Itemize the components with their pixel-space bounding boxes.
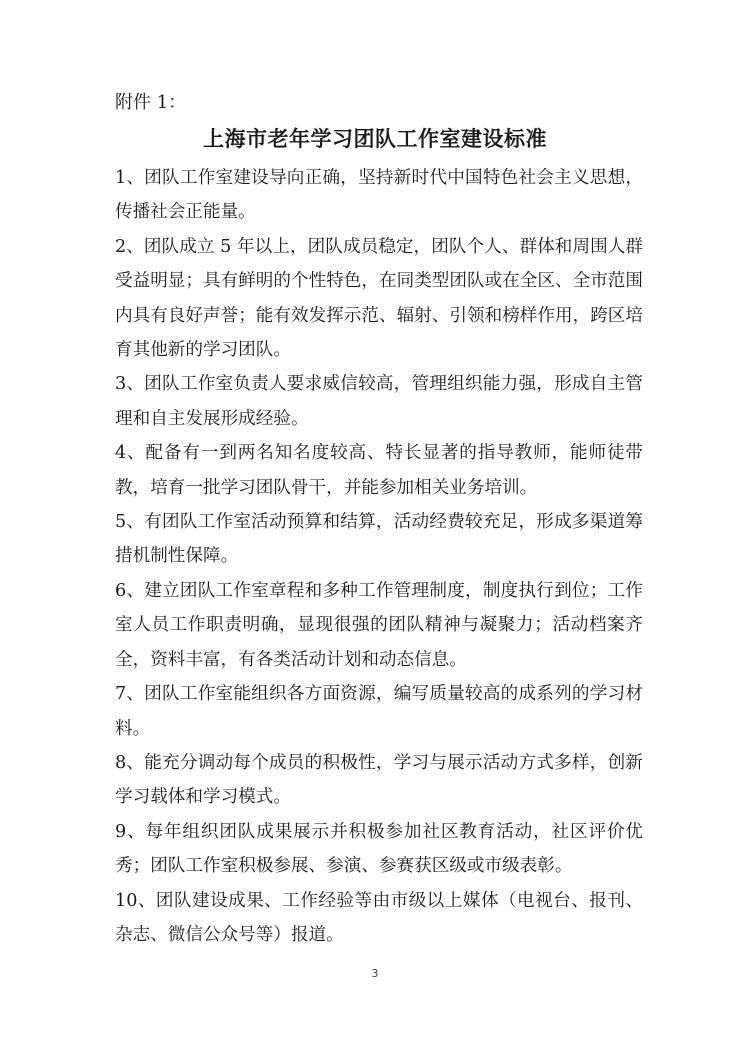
document-title: 上海市老年学习团队工作室建设标准 <box>203 127 547 151</box>
attachment-label: 附件 1： <box>115 92 187 113</box>
standard-item-5: 5、有团队工作室活动预算和结算，活动经费较充足，形成多渠道筹措机制性保障。 <box>115 512 643 567</box>
standards-list <box>115 161 643 952</box>
standard-item-3: 3、团队工作室负责人要求威信较高，管理组织能力强，形成自主管理和自主发展形成经验。 <box>115 374 643 429</box>
page-number: 3 <box>371 967 379 980</box>
standard-item-9: 9、每年组织团队成果展示并积极参加社区教育活动，社区评价优秀；团队工作室积极参展、参演、参赛获区级或市级表彰。 <box>115 821 643 877</box>
standard-item-1: 1、团队工作室建设导向正确，坚持新时代中国特色社会主义思想，传播社会正能量。 <box>115 168 643 223</box>
standard-item-4: 4、配备有一到两名知名度较高、特长显著的指导教师，能师徒带教，培育一批学习团队骨干，并能参加相关业务培训。 <box>115 443 643 498</box>
standard-item-7: 7、团队工作室能组织各方面资源，编写质量较高的成系列的学习材料。 <box>115 684 643 739</box>
standard-item-10: 10、团队建设成果、工作经验等由市级以上媒体（电视台、报刊、杂志、微信公众号等）报道。 <box>115 890 643 945</box>
standard-item-2: 2、团队成立 5 年以上，团队成员稳定，团队个人、群体和周围人群受益明显；具有鲜明的个性特色，在同类型团队或在全区、全市范围内具有良好声誉；能有效发挥示范、辐射、引领和榜样作用，跨区培育其他新的学习团队。 <box>115 236 643 361</box>
standard-item-8: 8、能充分调动每个成员的积极性，学习与展示活动方式多样，创新学习载体和学习模式。 <box>115 752 643 808</box>
standard-item-6: 6、建立团队工作室章程和多种工作管理制度，制度执行到位；工作室人员工作职责明确，显现很强的团队精神与凝聚力；活动档案齐全，资料丰富，有各类活动计划和动态信息。 <box>115 580 643 670</box>
